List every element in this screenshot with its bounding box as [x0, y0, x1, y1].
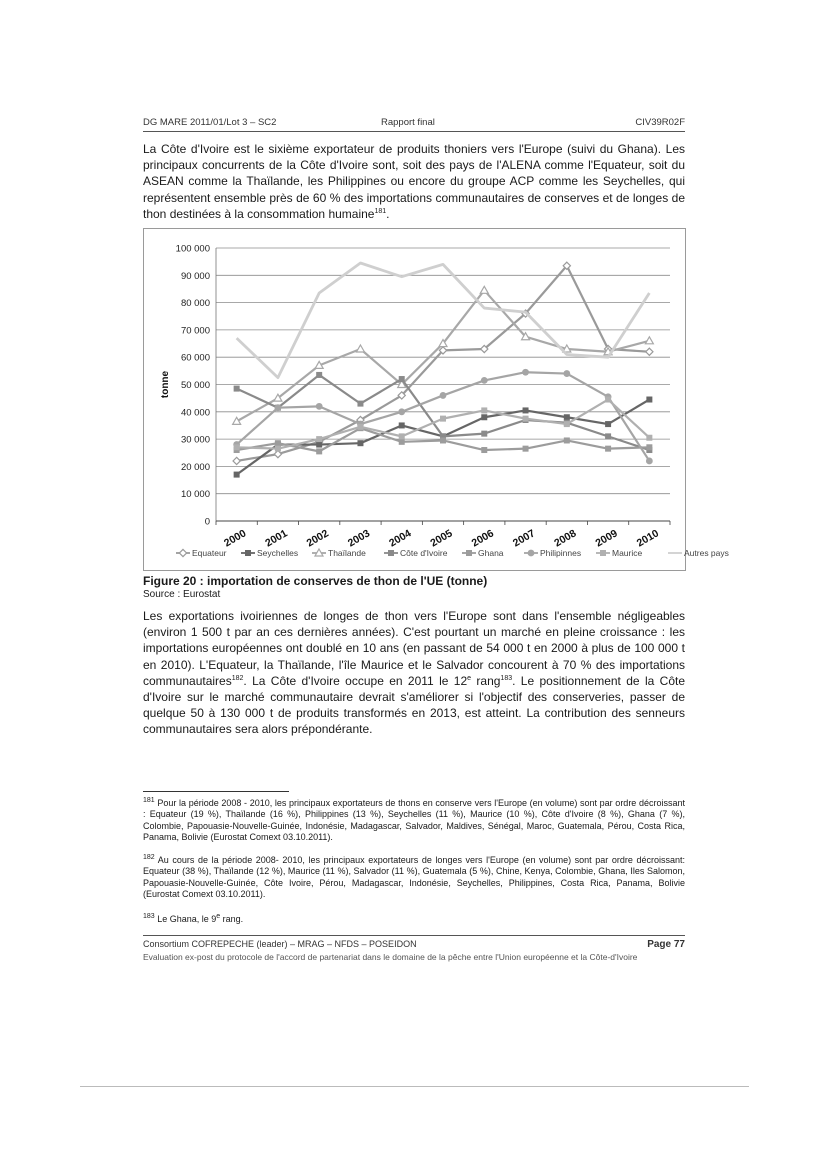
data-point — [440, 437, 446, 443]
legend-marker — [179, 549, 186, 556]
data-point — [480, 286, 488, 293]
y-tick-label: 80 000 — [180, 298, 210, 310]
legend-label: Seychelles — [257, 548, 299, 558]
data-point — [605, 446, 611, 452]
data-point — [564, 437, 570, 443]
x-tick-label: 2010 — [634, 527, 661, 550]
data-point — [481, 377, 488, 384]
ordinal-suffix: e — [216, 913, 221, 920]
legend-marker — [466, 550, 472, 556]
page-footer — [143, 939, 685, 962]
data-point — [234, 386, 240, 392]
legend-label: Thaïlande — [328, 548, 366, 558]
data-point — [399, 422, 405, 428]
footnote-text-b: rang. — [220, 914, 244, 924]
x-tick-label: 2001 — [263, 527, 290, 550]
footer-divider — [143, 935, 685, 936]
data-point — [645, 337, 653, 344]
footnote-number: 181 — [143, 797, 155, 804]
import-chart — [143, 228, 729, 571]
data-point — [399, 433, 405, 439]
x-tick-label: 2008 — [552, 527, 579, 550]
data-point — [275, 446, 281, 452]
data-point — [234, 472, 240, 478]
x-tick-label: 2004 — [387, 527, 414, 550]
data-point — [399, 376, 405, 382]
data-point — [481, 414, 487, 420]
data-point — [605, 421, 611, 427]
data-point — [316, 436, 322, 442]
data-point — [275, 440, 281, 446]
data-point — [646, 397, 652, 403]
data-point — [316, 448, 322, 454]
x-tick-label: 2000 — [222, 527, 249, 550]
footnote-text: Pour la période 2008 - 2010, les principaux exportateurs de thons en conserve vers l'Europe (en volume) sont par ordre décroissant : Equateur (19 %), Thaïlande (16 %), Philippines (13 %), Seychelles (11 %), Maurice (10 %), Côte d'Ivoire (8 %), Ghana (7 %), Colombie, Papouasie-Nouvelle-Guinée, Indonésie, Madagascar, Salvador, Maldives, Sénégal, Maroc, Guatemala, Pérou, Costa Rica, Panama, Bolivie (Eurostat Comext 03.10.2011). — [143, 798, 685, 842]
series-line — [237, 266, 650, 461]
data-point — [356, 345, 364, 352]
line-chart-svg — [144, 229, 729, 570]
footnote-ref-182[interactable]: 182 — [231, 674, 244, 682]
data-point — [481, 407, 487, 413]
figure-source: Source : Eurostat — [143, 589, 221, 600]
footnote-ref-183[interactable]: 183 — [500, 674, 513, 682]
footnote-number: 182 — [143, 854, 155, 861]
footnote-ref-181[interactable]: 181 — [374, 207, 387, 215]
footnote-182 — [143, 855, 685, 900]
x-tick-label: 2002 — [304, 527, 331, 550]
data-point — [523, 446, 529, 452]
legend-label: Philipinnes — [540, 548, 582, 558]
exports-text-d: . Le positionnement de la Côte d'Ivoire sur le marché communautaire devrait s'améliorer si l'objectif des conserveries, passer de quelque 50 à 130 000 t de produits transformés en 2013, est atteint. La contribution des senneurs communautaires sera alors prépondérante. — [143, 673, 685, 737]
data-point — [646, 458, 653, 465]
data-point — [563, 370, 570, 377]
footnote-divider — [143, 791, 289, 792]
legend-marker — [388, 550, 394, 556]
y-axis-label: tonne — [160, 370, 171, 399]
y-tick-label: 60 000 — [180, 352, 210, 364]
y-tick-label: 50 000 — [180, 380, 210, 391]
header-divider — [143, 131, 685, 132]
header-reference: DG MARE 2011/01/Lot 3 – SC2 — [143, 117, 277, 128]
legend-label: Autres pays — [684, 548, 729, 558]
data-point — [481, 447, 487, 453]
exports-paragraph — [143, 608, 685, 738]
data-point — [605, 397, 611, 403]
y-tick-label: 30 000 — [180, 434, 210, 446]
data-point — [398, 408, 405, 415]
data-point — [316, 403, 323, 410]
x-tick-label: 2006 — [469, 527, 496, 550]
data-point — [275, 404, 282, 411]
y-tick-label: 70 000 — [180, 325, 210, 337]
data-point — [357, 401, 363, 407]
figure-caption: Figure 20 : importation de conserves de thon de l'UE (tonne) — [143, 574, 488, 588]
data-point — [523, 416, 529, 422]
footnote-text: Au cours de la période 2008- 2010, les principaux exportateurs de longes vers l'Europe (en volume) sont par ordre décroissant: Equateur (38 %), Thaïlande (12 %), Maurice (11 %), Salvador (11 %), Guatemala (5 %), Chine, Kenya, Colombie, Ghana, Iles Salomon, Papouasie-Nouvelle-Guinée, Côte Ivoire, Pérou, Madagascar, Indonésie, Seychelles, Philippines, Costa Rica, Panama, Bolivie (Eurostat Comext 03.10.2011). — [143, 855, 685, 899]
legend-label: Ghana — [478, 548, 504, 558]
data-point — [564, 421, 570, 427]
legend-marker — [600, 550, 606, 556]
exports-text-a: Les exportations ivoiriennes de longes de thon vers l'Europe sont dans l'ensemble négligeables (environ 1 500 t par an ces dernières années). C'est pourtant un marché en pleine croissance : les importations européennes ont doublé en 10 ans (en passant de 54 000 t en 2000 à plus de 100 000 t en 2010). L'Equateur, la Thaïlande, l'île Maurice et le Salvador concourent à 70 % des importations communautaires — [143, 609, 685, 688]
page-bottom-divider — [80, 1086, 749, 1087]
data-point — [646, 348, 653, 355]
data-point — [357, 440, 363, 446]
exports-text-c: rang — [471, 673, 501, 688]
y-tick-label: 90 000 — [180, 270, 210, 282]
footnote-183 — [143, 914, 685, 925]
data-point — [605, 433, 611, 439]
data-point — [646, 435, 652, 441]
intro-paragraph-text: La Côte d'Ivoire est le sixième exportateur de produits thoniers vers l'Europe (suivi du Ghana). Les principaux concurrents de la Côte d'Ivoire sont, soit des pays de l'ALENA comme l'Equateur, soit du ASEAN comme la Thaïlande, les Philippines ou encore du groupe ACP comme les Seychelles, qui représentent ensemble près de 60 % des importations communautaires de conserves et de longes de thon destinées à la consommation humaine — [143, 142, 685, 221]
legend-marker — [245, 550, 251, 556]
data-point — [440, 392, 447, 399]
header-title: Rapport final — [381, 117, 435, 128]
header-code: CIV39R02F — [635, 117, 685, 128]
footnote-text-a: Le Ghana, le 9 — [157, 914, 217, 924]
footnote-number: 183 — [143, 913, 155, 920]
y-tick-label: 20 000 — [180, 461, 210, 473]
data-point — [564, 414, 570, 420]
footer-consortium: Consortium COFREPECHE (leader) – MRAG – NFDS – POSEIDON — [143, 939, 417, 949]
y-tick-label: 0 — [204, 516, 210, 528]
series-line — [237, 263, 650, 378]
legend-label: Equateur — [192, 548, 227, 558]
footnote-181 — [143, 798, 685, 843]
footer-report-title: Evaluation ex-post du protocole de l'accord de partenariat dans le domaine de la pêche entre l'Union européenne et la Côte-d'Ivoire — [143, 952, 638, 962]
x-tick-label: 2009 — [593, 527, 620, 550]
legend-label: Côte d'Ivoire — [400, 548, 448, 558]
data-point — [399, 439, 405, 445]
data-point — [233, 457, 240, 464]
data-point — [316, 372, 322, 378]
data-point — [646, 444, 652, 450]
y-tick-label: 100 000 — [175, 243, 210, 255]
data-point — [234, 444, 240, 450]
data-point — [481, 431, 487, 437]
data-point — [316, 442, 322, 448]
exports-text-b: . La Côte d'Ivoire occupe en 2011 le 12 — [243, 673, 468, 688]
legend-label: Maurice — [612, 548, 643, 558]
x-tick-label: 2005 — [428, 527, 455, 550]
data-point — [522, 369, 529, 376]
legend-marker — [528, 550, 535, 557]
x-tick-label: 2007 — [510, 527, 538, 550]
page-number: Page 77 — [647, 939, 685, 950]
intro-paragraph: La Côte d'Ivoire est le sixième exportateur de produits thoniers vers l'Europe (suivi du Ghana). Les principaux concurrents de la Côte d'Ivoire sont, soit des pays de l'ALENA comme l'Equateur, soit du ASEAN comme la Thaïlande, les Philippines ou encore du groupe ACP comme les Seychelles, qui représentent ensemble près de 60 % des importations communautaires de conserves et de longes de thon destinées à la consommation humaine$^{181}$. — [143, 142, 685, 221]
data-point — [357, 424, 363, 430]
data-point — [523, 407, 529, 413]
y-tick-label: 40 000 — [180, 407, 210, 419]
data-point — [440, 416, 446, 422]
ordinal-suffix: e — [467, 674, 472, 682]
y-tick-label: 10 000 — [180, 489, 210, 501]
x-tick-label: 2003 — [345, 527, 373, 550]
